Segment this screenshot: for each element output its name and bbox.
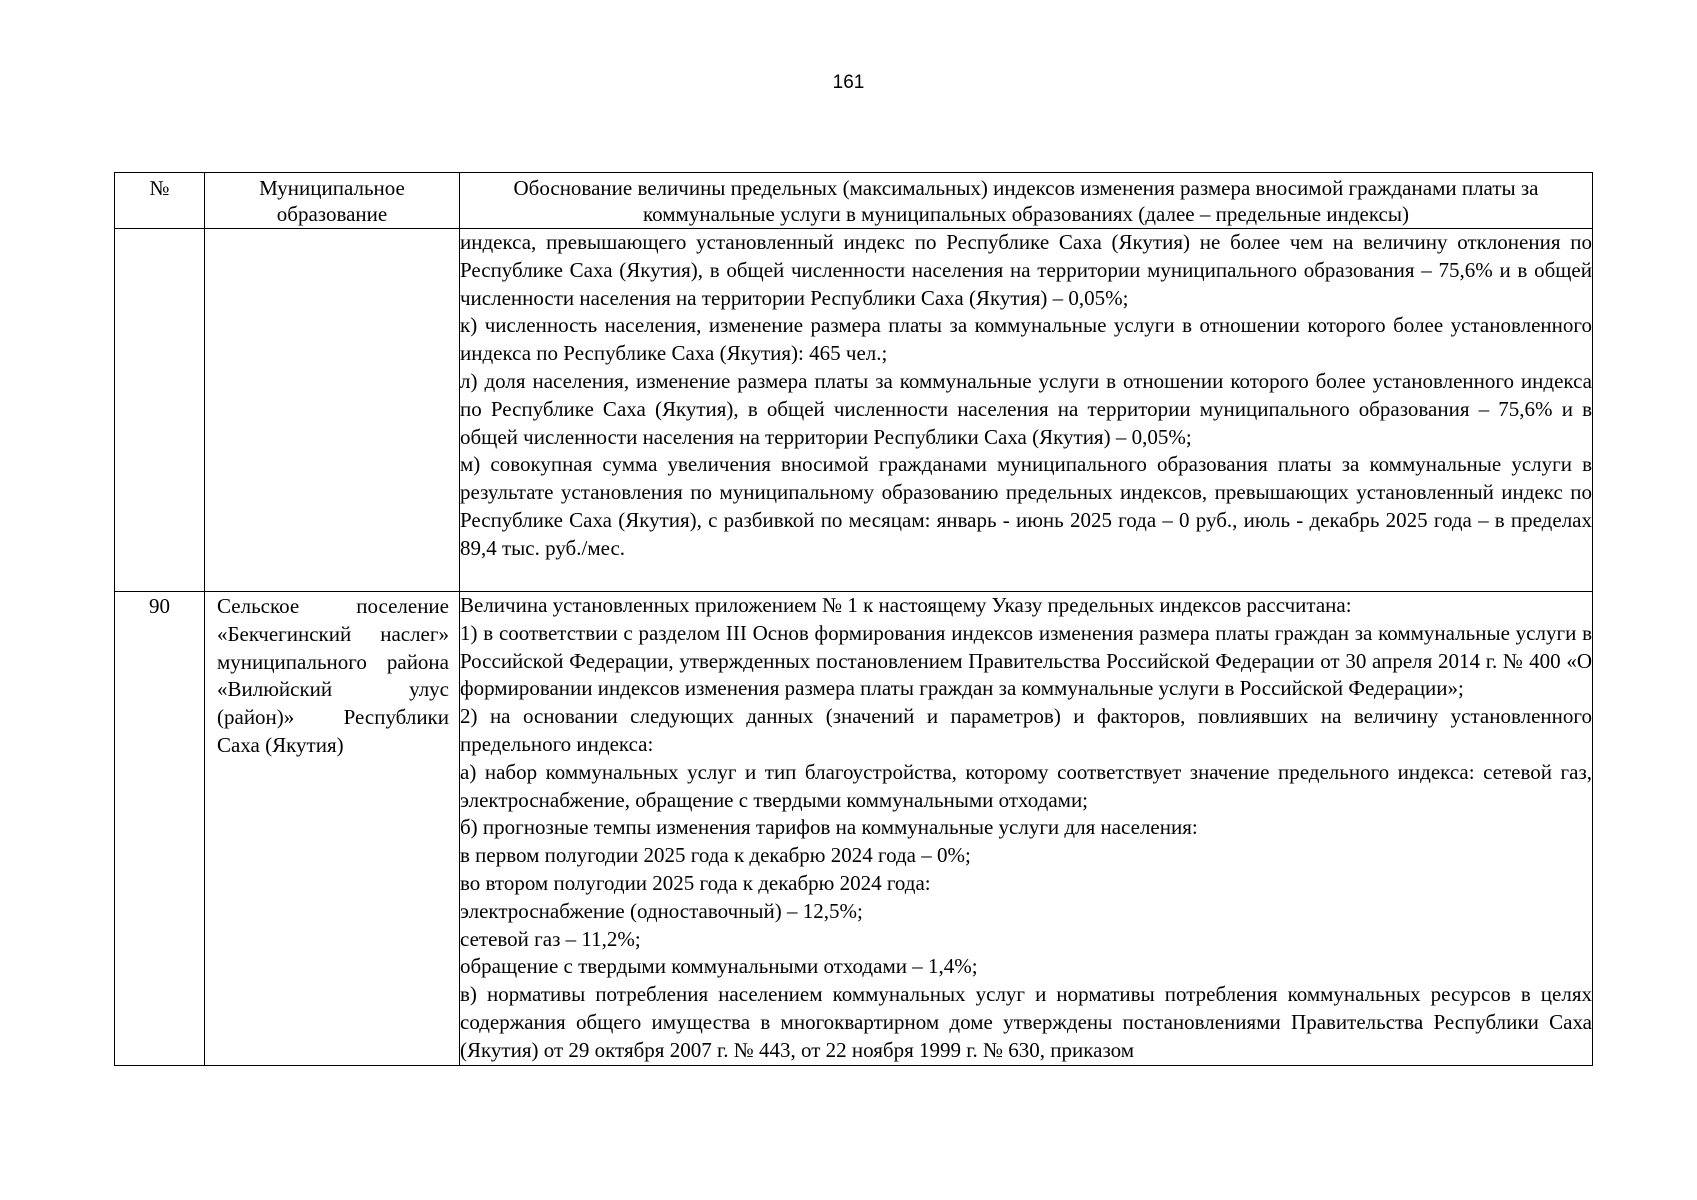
row-justification xyxy=(460,592,1593,1066)
paragraph: индекса, превышающего установленный индекс по Республике Саха (Якутия) не более чем на величину отклонения по Республике Саха (Якутия), в общей численности населения на территории муниципального образования – 75,6% и в общей численности населения на территории Республики Саха (Якутия) – 0,05%; xyxy=(460,230,1592,310)
table-header-row xyxy=(115,173,1593,229)
paragraph: обращение с твердыми коммунальными отходами – 1,4%; xyxy=(460,954,978,979)
row-number xyxy=(115,229,205,592)
paragraph: м) совокупная сумма увеличения вносимой гражданами муниципального образования платы за коммунальные услуги в результате установления по муниципальному образованию предельных индексов, превышающих установленный индекс по Республике Саха (Якутия), с разбивкой по месяцам: январь - июнь 2025 года – 0 руб., июль - декабрь 2025 года – в пределах 89,4 тыс. руб./мес. xyxy=(460,452,1592,560)
indices-table xyxy=(114,172,1593,1066)
paragraph: Величина установленных приложением № 1 к настоящему Указу предельных индексов рассчитана: xyxy=(460,593,1352,617)
paragraph: б) прогнозные темпы изменения тарифов на коммунальные услуги для населения: xyxy=(460,815,1198,840)
paragraph: во втором полугодии 2025 года к декабрю 2024 года: xyxy=(460,870,931,895)
header-justification: Обоснование величины предельных (максимальных) индексов изменения размера вносимой гражданами платы за коммунальные услуги в муниципальных образованиях (далее – предельные индексы) xyxy=(460,173,1593,229)
header-num: № xyxy=(115,173,205,229)
paragraph: в) нормативы потребления населением коммунальных услуг и нормативы потребления коммунальных ресурсов в целях содержания общего имущества в многоквартирном доме утверждены постановлениями Правительства Республики Саха (Якутия) от 29 октября 2007 г. № 443, от 22 ноября 1999 г. № 630, приказом xyxy=(460,982,1592,1062)
table-row xyxy=(115,592,1593,1066)
paragraph: 1) в соответствии с разделом III Основ формирования индексов изменения размера платы граждан за коммунальные услуги в Российской Федерации, утвержденных постановлением Правительства Российской Федерации от 30 апреля 2014 г. № 400 «О формировании индексов изменения размера платы граждан за коммунальные услуги в Российской Федерации»; xyxy=(460,620,1592,701)
paragraph: электроснабжение (одноставочный) – 12,5%; xyxy=(460,898,863,923)
paragraph: л) доля населения, изменение размера платы за коммунальные услуги в отношении которого более установленного индекса по Республике Саха (Якутия), в общей численности населения на территории муниципального образования – 75,6% и в общей численности населения на территории Республики Саха (Якутия) – 0,05%; xyxy=(460,368,1592,449)
row-justification xyxy=(460,229,1593,592)
row-municipality xyxy=(205,229,460,592)
paragraph: а) набор коммунальных услуг и тип благоустройства, которому соответствует значение предельного индекса: сетевой газ, электроснабжение, обращение с твердыми коммунальными отходами; xyxy=(460,759,1592,812)
paragraph: сетевой газ – 11,2%; xyxy=(460,926,641,951)
paragraph: 2) на основании следующих данных (значений и параметров) и факторов, повлиявших на величину установленного предельного индекса: xyxy=(460,704,1592,756)
table-row xyxy=(115,229,1593,592)
row-municipality: Сельское поселение «Бекчегинский наслег» муниципального района «Вилюйский улус (район)» Республики Саха (Якутия) xyxy=(205,592,460,1066)
row-number: 90 xyxy=(115,592,205,1066)
header-municipality: Муниципальное образование xyxy=(205,173,460,229)
page-number: 161 xyxy=(832,72,865,93)
paragraph: к) численность населения, изменение размера платы за коммунальные услуги в отношении которого более установленного индекса по Республике Саха (Якутия): 465 чел.; xyxy=(460,313,1592,366)
paragraph: в первом полугодии 2025 года к декабрю 2024 года – 0%; xyxy=(460,843,971,868)
